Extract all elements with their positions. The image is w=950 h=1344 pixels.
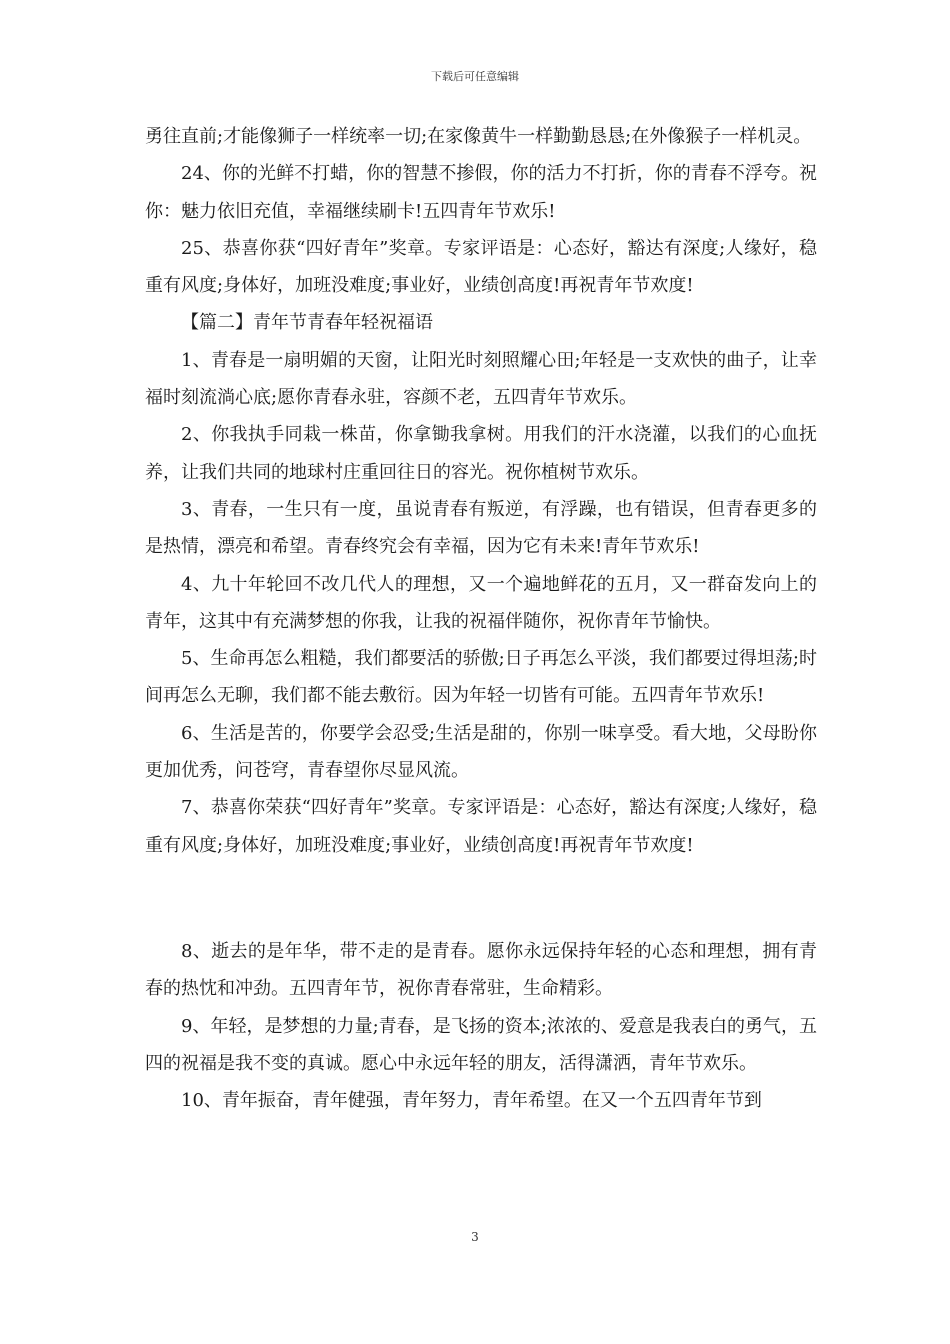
paragraph: 10、青年振奋，青年健强，青年努力，青年希望。在又一个五四青年节到 <box>181 1090 762 1112</box>
paragraph: 3、青春，一生只有一度，虽说青春有叛逆，有浮躁，也有错误，但青春更多的是热情，漂亮和希望。青春终究会有幸福，因为它有未来!青年节欢乐! <box>145 498 817 558</box>
paragraph: 6、生活是苦的，你要学会忍受;生活是甜的，你别一味享受。看大地，父母盼你更加优秀，问苍穹，青春望你尽显风流。 <box>145 722 817 782</box>
paragraph: 8、逝去的是年华，带不走的是青春。愿你永远保持年轻的心态和理想，拥有青春的热忱和冲劲。五四青年节，祝你青春常驻，生命精彩。 <box>145 940 817 1000</box>
paragraph: 24、你的光鲜不打蜡，你的智慧不掺假，你的活力不打折，你的青春不浮夸。祝你：魅力依旧充值，幸福继续刷卡!五四青年节欢乐! <box>145 163 817 222</box>
paragraph: 勇往直前;才能像狮子一样统率一切;在家像黄牛一样勤勤恳恳;在外像猴子一样机灵。 <box>145 126 812 147</box>
paragraph: 9、年轻，是梦想的力量;青春，是飞扬的资本;浓浓的、爱意是我表白的勇气，五四的祝福是我不变的真诚。愿心中永远年轻的朋友，活得潇洒，青年节欢乐。 <box>145 1015 817 1074</box>
paragraph: 25、恭喜你获“四好青年”奖章。专家评语是：心态好，豁达有深度;人缘好，稳重有风度;身体好，加班没难度;事业好，业绩创高度!再祝青年节欢度! <box>145 237 817 297</box>
page-header: 下载后可任意编辑 <box>431 70 519 83</box>
blank-line <box>145 880 817 917</box>
page-number: 3 <box>471 1230 479 1244</box>
paragraph: 4、九十年轮回不改几代人的理想，又一个遍地鲜花的五月，又一群奋发向上的青年，这其中有充满梦想的你我，让我的祝福伴随你，祝你青年节愉快。 <box>145 573 817 632</box>
paragraph: 5、生命再怎么粗糙，我们都要活的骄傲;日子再怎么平淡，我们都要过得坦荡;时间再怎么无聊，我们都不能去敷衍。因为年轻一切皆有可能。五四青年节欢乐! <box>145 648 817 707</box>
document-body <box>145 118 817 1119</box>
paragraph: 1、青春是一扇明媚的天窗，让阳光时刻照耀心田;年轻是一支欢快的曲子，让幸福时刻流淌心底;愿你青春永驻，容颜不老，五四青年节欢乐。 <box>145 349 817 409</box>
paragraph: 【篇二】青年节青春年轻祝福语 <box>181 312 433 334</box>
paragraph: 2、你我执手同栽一株苗，你拿锄我拿树。用我们的汗水浇灌，以我们的心血抚养，让我们共同的地球村庄重回往日的容光。祝你植树节欢乐。 <box>145 424 817 483</box>
paragraph: 7、恭喜你荣获“四好青年”奖章。专家评语是：心态好，豁达有深度;人缘好，稳重有风度;身体好，加班没难度;事业好，业绩创高度!再祝青年节欢度! <box>145 797 817 856</box>
